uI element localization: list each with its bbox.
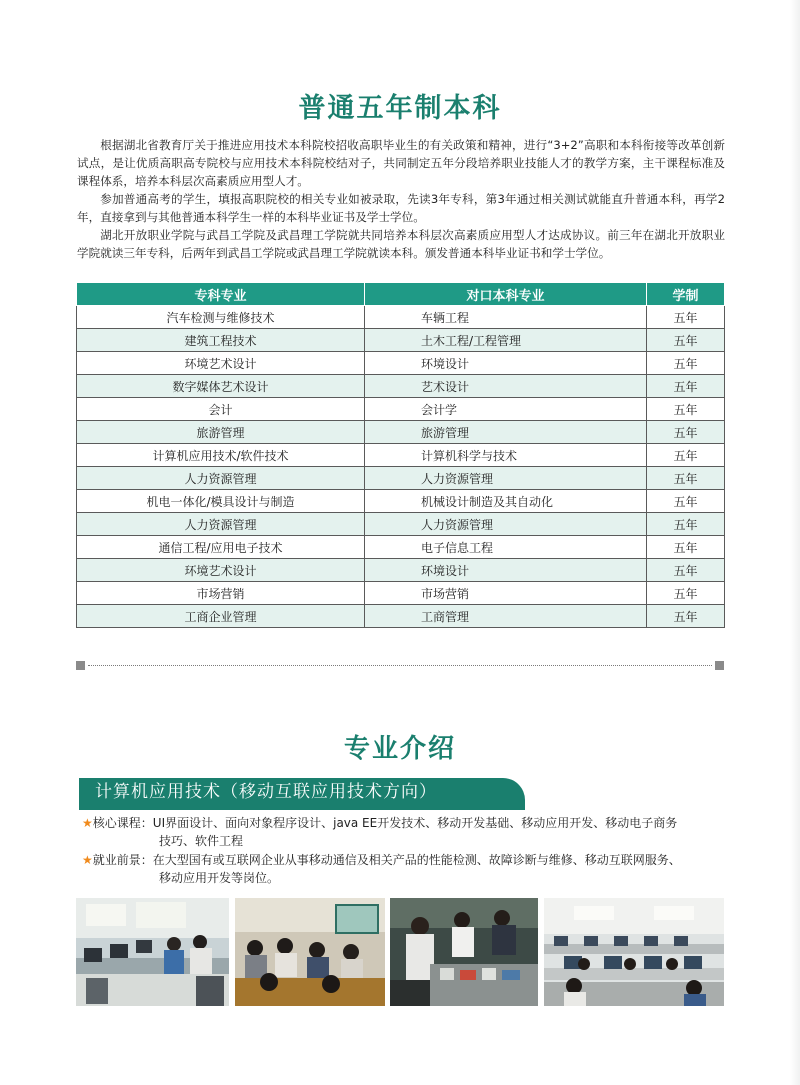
major-table [76, 282, 724, 628]
cell-junior-major: 汽车检测与维修技术 [77, 306, 365, 329]
cell-duration: 五年 [647, 444, 725, 467]
section-divider [76, 661, 724, 671]
cell-junior-major: 人力资源管理 [77, 467, 365, 490]
core-courses-label: 核心课程： [92, 816, 153, 830]
table-row [77, 444, 725, 467]
table-row [77, 467, 725, 490]
cell-bachelor-major: 会计学 [365, 398, 647, 421]
intro-paragraph-3: 湖北开放职业学院与武昌工学院及武昌理工学院就共同培养本科层次高素质应用型人才达成协议。前三年在湖北开放职业学院就读三年专科，后两年到武昌工学院或武昌理工学院就读本科。颁发普通本科毕业证书和学士学位。 [77, 228, 725, 260]
cell-junior-major: 数字媒体艺术设计 [77, 375, 365, 398]
cell-bachelor-major: 土木工程/工程管理 [365, 329, 647, 352]
header-junior-major: 专科专业 [77, 283, 365, 306]
table-row [77, 352, 725, 375]
core-courses-line-1: UI界面设计、面向对象程序设计、java EE开发技术、移动开发基础、移动应用开发、移动电子商务 [152, 816, 678, 830]
cell-bachelor-major: 环境设计 [365, 559, 647, 582]
table-row [77, 513, 725, 536]
intro-paragraph-2: 参加普通高考的学生，填报高职院校的相关专业如被录取，先读3年专科，第3年通过相关测试就能直升普通本科，再学2年，直接拿到与其他普通本科学生一样的本科毕业证书及学士学位。 [77, 192, 725, 224]
cell-junior-major: 环境艺术设计 [77, 352, 365, 375]
table-row [77, 421, 725, 444]
cell-duration: 五年 [647, 352, 725, 375]
cell-junior-major: 计算机应用技术/软件技术 [77, 444, 365, 467]
cell-bachelor-major: 艺术设计 [365, 375, 647, 398]
table-body [77, 306, 725, 628]
photo-classroom [235, 898, 385, 1006]
table-row [77, 306, 725, 329]
table-row [77, 536, 725, 559]
intro-paragraph-1: 根据湖北省教育厅关于推进应用技术本科院校招收高职毕业生的有关政策和精神，进行“3+2”高职和本科衔接等改革创新试点，是让优质高职高专院校与应用技术本科院校结对子，共同制定五年分段培养职业技能人才的教学方案，主干课程标准及课程体系，培养本科层次高素质应用型人才。 [77, 138, 725, 188]
table-row [77, 559, 725, 582]
cell-bachelor-major: 工商管理 [365, 605, 647, 628]
cell-duration: 五年 [647, 398, 725, 421]
core-courses [82, 814, 732, 850]
cell-duration: 五年 [647, 490, 725, 513]
core-courses-line-2: 技巧、软件工程 [159, 834, 244, 848]
photo-computer-lab-2 [544, 898, 724, 1006]
job-prospects [82, 851, 732, 887]
photo-computer-lab-1 [76, 898, 229, 1006]
cell-duration: 五年 [647, 375, 725, 398]
table-header-row [77, 283, 725, 306]
section-title-majors: 专业介绍 [343, 734, 456, 764]
cell-duration: 五年 [647, 582, 725, 605]
cell-junior-major: 通信工程/应用电子技术 [77, 536, 365, 559]
table-row [77, 582, 725, 605]
cell-bachelor-major: 人力资源管理 [365, 467, 647, 490]
cell-bachelor-major: 旅游管理 [365, 421, 647, 444]
table-row [77, 605, 725, 628]
cell-bachelor-major: 环境设计 [365, 352, 647, 375]
cell-bachelor-major: 机械设计制造及其自动化 [365, 490, 647, 513]
cell-bachelor-major: 人力资源管理 [365, 513, 647, 536]
cell-duration: 五年 [647, 421, 725, 444]
divider-square-right [715, 661, 724, 670]
cell-junior-major: 工商企业管理 [77, 605, 365, 628]
divider-dotted-line [88, 665, 712, 666]
table-row [77, 375, 725, 398]
cell-duration: 五年 [647, 306, 725, 329]
star-icon: ★ [82, 816, 93, 830]
cell-duration: 五年 [647, 513, 725, 536]
cell-bachelor-major: 市场营销 [365, 582, 647, 605]
intro-text [77, 136, 725, 262]
table-row [77, 490, 725, 513]
job-prospects-label: 就业前景： [92, 853, 153, 867]
cell-duration: 五年 [647, 559, 725, 582]
cell-duration: 五年 [647, 536, 725, 559]
cell-junior-major: 环境艺术设计 [77, 559, 365, 582]
cell-duration: 五年 [647, 605, 725, 628]
page-edge-shadow [790, 0, 800, 1085]
cell-junior-major: 人力资源管理 [77, 513, 365, 536]
cell-bachelor-major: 计算机科学与技术 [365, 444, 647, 467]
divider-square-left [76, 661, 85, 670]
job-prospects-line-2: 移动应用开发等岗位。 [159, 871, 280, 885]
cell-junior-major: 建筑工程技术 [77, 329, 365, 352]
banner-underline [79, 807, 525, 810]
section-title-five-year: 普通五年制本科 [298, 93, 502, 124]
table-row [77, 398, 725, 421]
cell-bachelor-major: 车辆工程 [365, 306, 647, 329]
photo-equipment-lab [390, 898, 538, 1006]
star-icon: ★ [82, 853, 93, 867]
cell-duration: 五年 [647, 467, 725, 490]
major-banner: 计算机应用技术（移动互联应用技术方向） [79, 778, 525, 807]
cell-junior-major: 旅游管理 [77, 421, 365, 444]
cell-bachelor-major: 电子信息工程 [365, 536, 647, 559]
cell-junior-major: 市场营销 [77, 582, 365, 605]
table-row [77, 329, 725, 352]
cell-duration: 五年 [647, 329, 725, 352]
header-bachelor-major: 对口本科专业 [365, 283, 647, 306]
cell-junior-major: 机电一体化/模具设计与制造 [77, 490, 365, 513]
header-duration: 学制 [647, 283, 725, 306]
job-prospects-line-1: 在大型国有或互联网企业从事移动通信及相关产品的性能检测、故障诊断与维修、移动互联网服务、 [152, 853, 681, 867]
cell-junior-major: 会计 [77, 398, 365, 421]
